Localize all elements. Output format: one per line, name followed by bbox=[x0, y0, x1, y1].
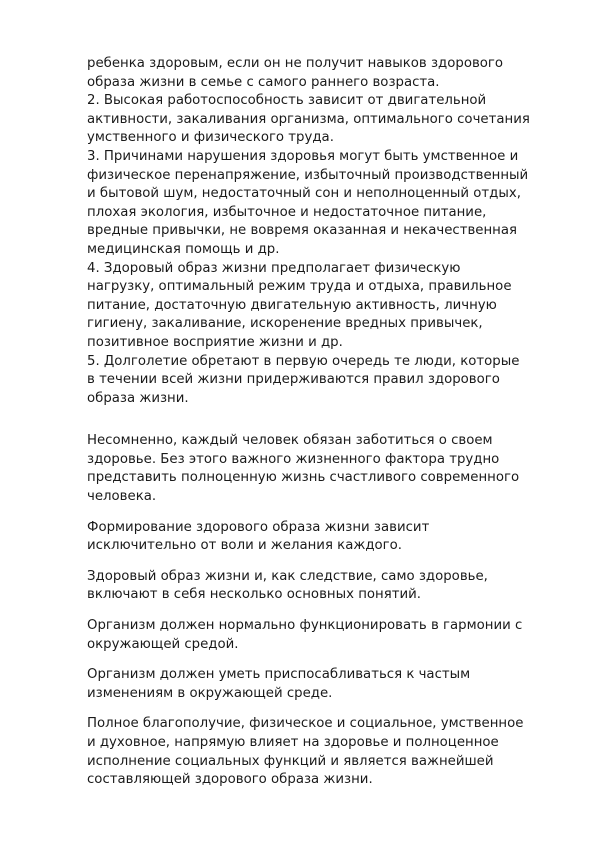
text-line: умственного и физического труда. bbox=[87, 130, 334, 146]
text-line: позитивное восприятие жизни и др. bbox=[87, 334, 343, 350]
text-line: питание, достаточную двигательную активность, личную bbox=[87, 297, 497, 313]
numbered-list-section bbox=[87, 55, 557, 408]
paragraph bbox=[87, 519, 557, 556]
text-line: плохая экология, избыточное и недостаточное питание, bbox=[87, 204, 487, 220]
text-line: вредные привычки, не вовремя оказанная и некачественная bbox=[87, 223, 517, 239]
paragraph bbox=[87, 617, 557, 654]
text-line: активности, закаливания организма, оптимального сочетания bbox=[87, 111, 530, 127]
text-line: Формирование здорового образа жизни зависит bbox=[87, 519, 430, 535]
list-item-5-line: 5. Долголетие обретают в первую очередь те люди, которые bbox=[87, 353, 520, 369]
text-line: представить полноценную жизнь счастливого современного bbox=[87, 470, 520, 486]
text-line: ребенка здоровым, если он не получит навыков здорового bbox=[87, 56, 504, 71]
list-item-2-line: 2. Высокая работоспособность зависит от двигательной bbox=[87, 93, 487, 109]
text-line: образа жизни в семье с самого раннего возраста. bbox=[87, 74, 440, 90]
text-line: и духовное, напрямую влияет на здоровье и полноценное bbox=[87, 735, 499, 750]
text-line: исполнение социальных функций и является важнейшей bbox=[87, 753, 494, 769]
text-line: составляющей здорового образа жизни. bbox=[87, 772, 373, 788]
text-line: Полное благополучие, физическое и социальное, умственное bbox=[87, 716, 524, 732]
text-line: включают в себя несколько основных понятий. bbox=[87, 587, 421, 603]
list-item-3-line: 3. Причинами нарушения здоровья могут быть умственное и bbox=[87, 148, 519, 164]
paragraph bbox=[87, 715, 557, 789]
text-line: гигиену, закаливание, искоренение вредных привычек, bbox=[87, 316, 483, 332]
text-line: здоровье. Без этого важного жизненного фактора трудно bbox=[87, 451, 500, 467]
document-body bbox=[87, 55, 557, 790]
paragraph bbox=[87, 432, 557, 506]
text-line: в течении всей жизни придерживаются правил здорового bbox=[87, 372, 500, 388]
text-line: Несомненно, каждый человек обязан заботиться о своем bbox=[87, 433, 493, 449]
text-line: Организм должен уметь приспосабливаться к частым bbox=[87, 667, 471, 683]
text-line: физическое перенапряжение, избыточный производственный bbox=[87, 167, 529, 183]
text-line: нагрузку, оптимальный режим труда и отдыха, правильное bbox=[87, 279, 512, 295]
text-line: Здоровый образ жизни и, как следствие, само здоровье, bbox=[87, 568, 488, 584]
text-line: человека. bbox=[87, 489, 157, 505]
paragraph bbox=[87, 568, 557, 605]
text-line: исключительно от воли и желания каждого. bbox=[87, 538, 403, 554]
text-line: образа жизни. bbox=[87, 390, 189, 406]
paragraph bbox=[87, 666, 557, 703]
text-line: изменениям в окружающей среде. bbox=[87, 685, 333, 701]
text-line: медицинская помощь и др. bbox=[87, 241, 280, 257]
text-line: окружающей средой. bbox=[87, 636, 239, 652]
text-line: и бытовой шум, недостаточный сон и неполноценный отдых, bbox=[87, 186, 521, 202]
list-item-4-line: 4. Здоровый образ жизни предполагает физическую bbox=[87, 260, 461, 276]
text-line: Организм должен нормально функционировать в гармонии с bbox=[87, 618, 523, 634]
